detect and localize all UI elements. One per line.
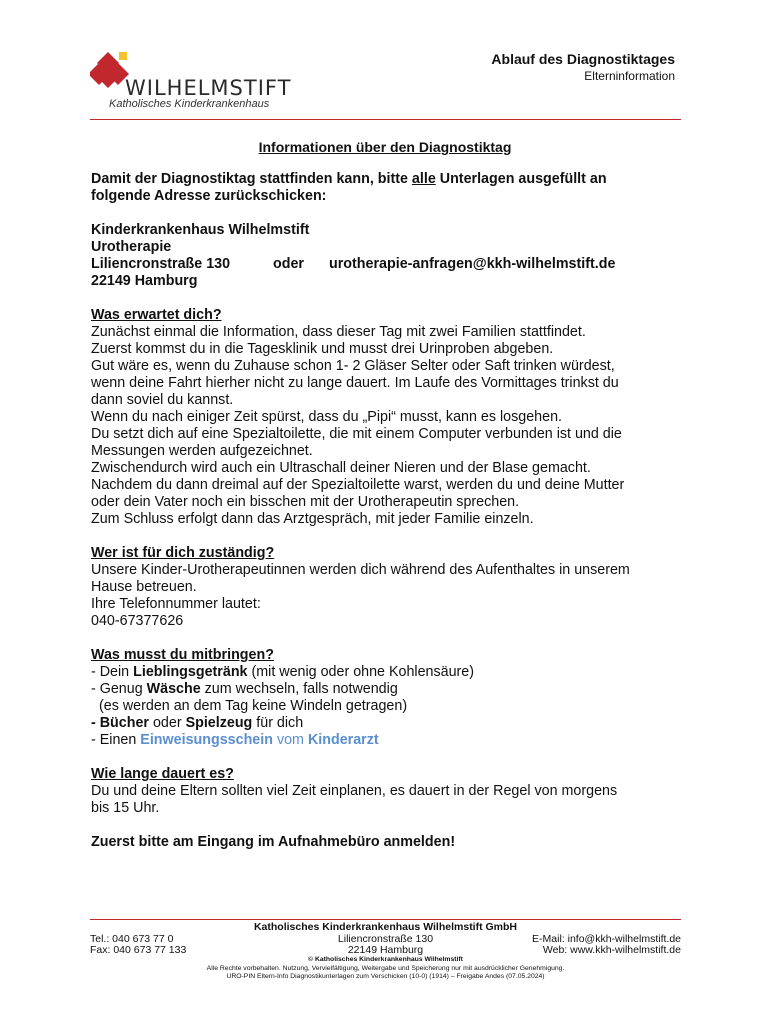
address-name: Kinderkrankenhaus Wilhelmstift	[91, 222, 310, 238]
bring-item-note: (es werden an dem Tag keine Windeln getragen)	[99, 698, 408, 714]
footer-contact-web	[532, 934, 681, 957]
footer-rights: Alle Rechte vorbehalten. Nutzung, Vervielfältigung, Weitergabe und Speicherung nur mit ausdrücklicher Genehmigung.	[206, 965, 565, 972]
footer-web[interactable]: Web: www.kkh-wilhelmstift.de	[542, 944, 681, 956]
address-dept: Urotherapie	[91, 239, 172, 255]
s4-line: Du und deine Eltern sollten viel Zeit einplanen, es dauert in der Regel von morgens	[91, 783, 618, 799]
header-divider	[90, 119, 681, 120]
s1-line: Zwischendurch wird auch ein Ultraschall deiner Nieren und der Blase gemacht.	[91, 460, 591, 476]
bring-item-books: - Bücher oder Spielzeug für dich	[91, 715, 304, 731]
closing-note: Zuerst bitte am Eingang im Aufnahmebüro anmelden!	[91, 834, 456, 850]
footer-divider	[90, 919, 681, 920]
s1-line: Du setzt dich auf eine Spezialtoilette, die mit einem Computer verbunden ist und die	[91, 426, 622, 442]
footer	[90, 921, 681, 980]
footer-org: Katholisches Kinderkrankenhaus Wilhelmstift GmbH	[253, 921, 518, 933]
address-street-row	[91, 256, 686, 273]
s1-line: Zuerst kommst du in die Tagesklinik und musst drei Urinproben abgeben.	[91, 341, 554, 357]
section-heading-responsible: Wer ist für dich zuständig?	[91, 545, 275, 561]
logo-subtitle: Katholisches Kinderkrankenhaus	[109, 98, 270, 110]
s1-line: dann soviel du kannst.	[91, 392, 234, 408]
s4-line: bis 15 Uhr.	[91, 800, 160, 816]
address-block	[91, 222, 686, 290]
main-title: Informationen über den Diagnostiktag	[258, 139, 512, 155]
footer-doc-ref: URO-PIN Eltern-Info Diagnostikunterlagen zum Verschicken (10-0) (1914) – Freigabe Andes (07.05.2024)	[226, 973, 545, 980]
address-city: 22149 Hamburg	[91, 273, 198, 289]
s1-line: Wenn du nach einiger Zeit spürst, dass du „Pipi“ musst, kann es losgehen.	[91, 409, 562, 425]
s2-line: Ihre Telefonnummer lautet:	[91, 596, 261, 612]
s1-line: Messungen werden aufgezeichnet.	[91, 443, 313, 459]
footer-copyright: © Katholisches Kinderkrankenhaus Wilhelmstift	[308, 956, 463, 963]
intro-line-2: folgende Adresse zurückschicken:	[91, 188, 327, 204]
footer-tel: Tel.: 040 673 77 0	[90, 932, 174, 945]
s1-line: Nachdem du dann dreimal auf der Spezialtoilette warst, werden du und deine Mutter	[91, 477, 625, 493]
logo-name: WILHELMSTIFT	[125, 76, 292, 100]
document-title: Ablauf des Diagnostiktages	[491, 51, 675, 67]
document-subtitle: Elterninformation	[584, 69, 675, 83]
section-heading-bring: Was musst du mitbringen?	[91, 647, 274, 663]
footer-fax: Fax: 040 673 77 133	[90, 944, 187, 956]
s2-line: Unsere Kinder-Urotherapeutinnen werden dich während des Aufenthaltes in unserem	[91, 562, 630, 578]
intro-line-1: Damit der Diagnostiktag stattfinden kann, bitte alle Unterlagen ausgefüllt an	[91, 171, 607, 187]
cross-logo-icon	[90, 50, 130, 90]
s2-line: Hause betreuen.	[91, 579, 197, 595]
section-heading-duration: Wie lange dauert es?	[91, 766, 234, 782]
bring-item-referral: - Einen Einweisungsschein vom Kinderarzt	[91, 732, 379, 748]
footer-street: Liliencronstraße 130	[337, 932, 434, 945]
s1-line: oder dein Vater noch ein bisschen mit der Urotherapeutin sprechen.	[91, 494, 520, 510]
s1-line: Zunächst einmal die Information, dass dieser Tag mit zwei Familien stattfindet.	[91, 324, 586, 340]
bring-item-laundry: - Genug Wäsche zum wechseln, falls notwendig	[91, 681, 398, 697]
bring-item-drink: - Dein Lieblingsgetränk (mit wenig oder ohne Kohlensäure)	[91, 664, 475, 680]
document-body	[91, 171, 686, 851]
footer-contact-phone	[90, 934, 186, 957]
address-email[interactable]: urotherapie-anfragen@kkh-wilhelmstift.de	[329, 256, 616, 272]
address-street: Liliencronstraße 130	[91, 256, 231, 272]
s1-line: wenn deine Fahrt hierher nicht zu lange dauert. Im Laufe des Vormittages trinkst du	[91, 375, 619, 391]
footer-email[interactable]: E-Mail: info@kkh-wilhelmstift.de	[532, 932, 681, 945]
s1-line: Zum Schluss erfolgt dann das Arztgespräch, mit jeder Familie einzeln.	[91, 511, 534, 527]
footer-city: 22149 Hamburg	[347, 944, 424, 956]
phone-number: 040-67377626	[91, 613, 184, 629]
hospital-logo	[90, 50, 290, 120]
section-heading-expect: Was erwartet dich?	[91, 307, 222, 323]
address-or: oder	[273, 256, 304, 272]
s1-line: Gut wäre es, wenn du Zuhause schon 1- 2 Gläser Selter oder Saft trinken würdest,	[91, 358, 615, 374]
